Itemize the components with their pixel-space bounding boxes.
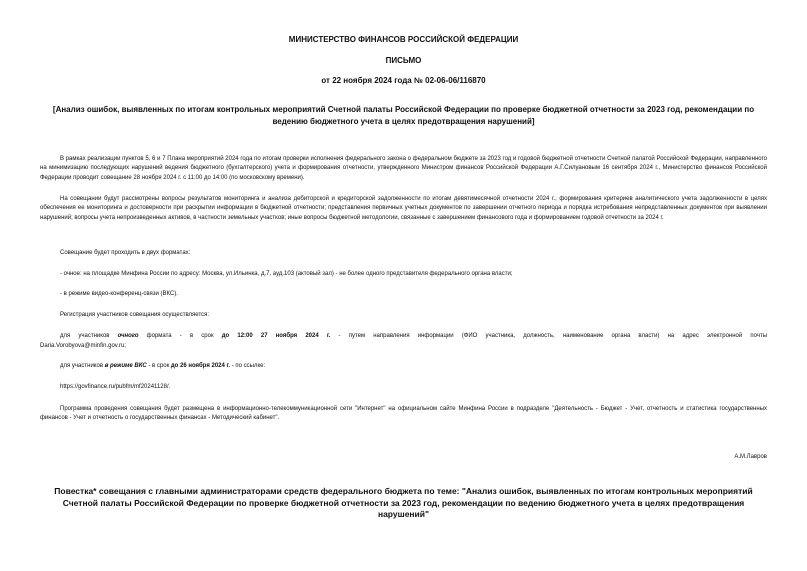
paragraph-8 [40, 362, 767, 371]
p7-format-ochny: очного [117, 333, 139, 339]
paragraph-10: Программа проведения совещания будет размещена в информационно-телекоммуникационной сети "Интернет" на официальном сайте Минфина России в подразделе "Деятельность - Бюджет - Учет, отчетность и статистика государственных финансов - Учет и отчетность о государственных финансах - Методический кабинет". [40, 406, 767, 422]
paragraph-7 [40, 332, 767, 341]
p8-deadline: до 26 ноября 2024 г. [170, 363, 231, 369]
p8-text-a: для участников [60, 363, 105, 369]
paragraph-1: В рамках реализации пунктов 5, 6 и 7 Плана мероприятий 2024 года по итогам проверки исполнения федерального закона о федеральном бюджете за 2023 год и годовой бюджетной отчетности Счетной палатой Российской Федерации, направленного на минимизацию последующих нарушений ведения бюджетного (бухгалтерского) учета и формирования отчетности, утвержденного Министром финансов Российской Федерации А.Г.Силуановым 16 сентября 2024 г., Министерство финансов Российской Федерации проводит совещание 28 ноября 2024 г. с 11:00 до 14:00 (по московскому времени). [40, 156, 767, 181]
paragraph-6: Регистрация участников совещания осуществляется: [60, 312, 210, 318]
document-subject: [Анализ ошибок, выявленных по итогам контрольных мероприятий Счетной палаты Российской Федерации по проверке бюджетной отчетности за 2023 год, рекомендации по ведению бюджетного учета в целях предотвращения нарушений] [52, 105, 755, 126]
document-date-number: от 22 ноября 2024 года № 02-06-06/116870 [321, 76, 486, 85]
p8-format-vks: в режиме ВКС [104, 363, 147, 369]
agenda-title: Повестка* совещания с главными администраторами средств федерального бюджета по теме: "Анализ ошибок, выявленных по итогам контрольных мероприятий Счетной палаты Российской Федерации по проверке бюджетной отчетности за 2023 год, рекомендации по ведению бюджетного учета в целях предотвращения нарушений" [54, 486, 753, 519]
ministry-title: МИНИСТЕРСТВО ФИНАНСОВ РОССИЙСКОЙ ФЕДЕРАЦИИ [288, 35, 519, 44]
signature: А.М.Лавров [734, 454, 767, 460]
document-type: ПИСЬМО [385, 56, 422, 65]
registration-link[interactable]: https://govfinance.ru/pubfm/mf20241128/. [60, 384, 171, 390]
paragraph-4: - очное: на площадке Минфина России по адресу: Москва, ул.Ильинка, д.7, ауд.103 (актовый зал) - не более одного представителя федерального органа власти; [60, 271, 513, 277]
p7-text-c: формата - в срок [138, 333, 222, 339]
p8-text-e: - по ссылке: [230, 363, 266, 369]
paragraph-5: - в режиме видео-конференц-связи (ВКС). [60, 291, 178, 297]
paragraph-2: На совещании будут рассмотрены вопросы результатов мониторинга и анализа дебиторской и кредиторской задолженности по итогам девятимесячной отчетности 2024 г., формирования критериев аналитического учета задолженности в целях обеспечения ее мониторинга и достоверности при раскрытии информации в бюджетной отчетности; представления первичных учетных документов по завершении отчетного периода и порядка истребования непредставленных документов при выявлении нарушений; вопросы учета непроизведенных активов, в частности земельных участков; иные вопросы бюджетной методологии, связанные с завершением финансового года и формированием годовой отчетности за 2024 г. [40, 196, 767, 221]
p8-text-c: - в срок [146, 363, 171, 369]
p7-text-e: - путем направления информации (ФИО участника, должность, наименование органа власти) на адрес электронной почты [330, 333, 768, 339]
paragraph-3: Совещание будет проходить в двух форматах: [60, 250, 191, 256]
p7-text-a: для участников [60, 333, 118, 339]
p7-email: Daria.Vorobyova@minfin.gov.ru; [40, 342, 127, 349]
p7-deadline: до 12:00 27 ноября 2024 г. [221, 333, 331, 339]
